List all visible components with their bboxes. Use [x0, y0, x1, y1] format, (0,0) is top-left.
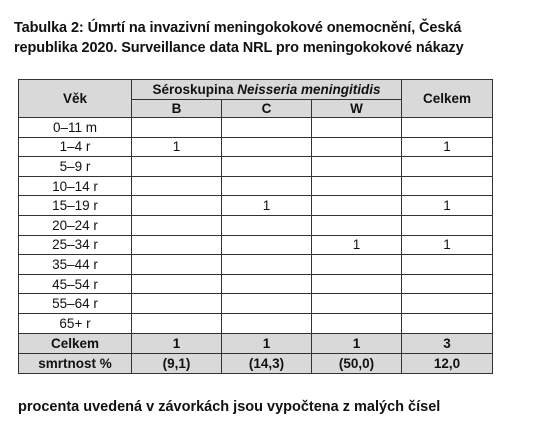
cell-b — [132, 294, 222, 314]
cell-b — [132, 235, 222, 255]
age-cell: 45–54 r — [19, 274, 132, 294]
header-row-1 — [19, 80, 493, 100]
age-cell: 35–44 r — [19, 255, 132, 275]
mortality-c: (14,3) — [222, 353, 312, 373]
cell-b — [132, 313, 222, 333]
cell-b — [132, 196, 222, 216]
table-body — [19, 118, 493, 334]
table-row — [19, 274, 493, 294]
table-row — [19, 294, 493, 314]
cell-c — [222, 137, 312, 157]
cell-b — [132, 255, 222, 275]
table-row — [19, 118, 493, 138]
totals-total: 3 — [402, 333, 493, 353]
totals-b: 1 — [132, 333, 222, 353]
cell-c — [222, 118, 312, 138]
footnote: procenta uvedená v závorkách jsou vypočtena z malých čísel — [18, 399, 441, 415]
cell-w — [312, 313, 402, 333]
mortality-table — [18, 79, 493, 374]
cell-w — [312, 294, 402, 314]
cell-w — [312, 215, 402, 235]
cell-b — [132, 157, 222, 177]
cell-w — [312, 176, 402, 196]
cell-w — [312, 118, 402, 138]
cell-b — [132, 274, 222, 294]
header-total: Celkem — [402, 80, 493, 118]
caption-line-1: Tabulka 2: Úmrtí na invazivní meningokokové onemocnění, Česká — [14, 20, 462, 36]
age-cell: 20–24 r — [19, 215, 132, 235]
cell-total — [402, 157, 493, 177]
cell-b — [132, 118, 222, 138]
cell-c: 1 — [222, 196, 312, 216]
mortality-row — [19, 353, 493, 373]
cell-total: 1 — [402, 235, 493, 255]
header-serogroup — [132, 80, 402, 100]
cell-w — [312, 157, 402, 177]
header-b: B — [132, 100, 222, 118]
header-c: C — [222, 100, 312, 118]
cell-c — [222, 255, 312, 275]
age-cell: 15–19 r — [19, 196, 132, 216]
totals-row — [19, 333, 493, 353]
cell-total: 1 — [402, 196, 493, 216]
totals-c: 1 — [222, 333, 312, 353]
cell-c — [222, 274, 312, 294]
cell-c — [222, 157, 312, 177]
cell-total — [402, 294, 493, 314]
mortality-total: 12,0 — [402, 353, 493, 373]
cell-w — [312, 255, 402, 275]
serogroup-species: Neisseria meningitidis — [237, 82, 381, 97]
cell-c — [222, 176, 312, 196]
table-row — [19, 157, 493, 177]
cell-total — [402, 255, 493, 275]
cell-c — [222, 313, 312, 333]
cell-total: 1 — [402, 137, 493, 157]
mortality-label: smrtnost % — [19, 353, 132, 373]
table-row — [19, 255, 493, 275]
cell-c — [222, 235, 312, 255]
cell-total — [402, 274, 493, 294]
table-caption — [14, 18, 534, 58]
cell-w — [312, 274, 402, 294]
cell-w — [312, 137, 402, 157]
cell-total — [402, 215, 493, 235]
cell-b — [132, 176, 222, 196]
mortality-w: (50,0) — [312, 353, 402, 373]
age-cell: 1–4 r — [19, 137, 132, 157]
age-cell: 10–14 r — [19, 176, 132, 196]
age-cell: 5–9 r — [19, 157, 132, 177]
table-row — [19, 137, 493, 157]
cell-w — [312, 196, 402, 216]
table-row — [19, 313, 493, 333]
cell-b — [132, 215, 222, 235]
cell-c — [222, 294, 312, 314]
cell-w: 1 — [312, 235, 402, 255]
table-row — [19, 196, 493, 216]
cell-b: 1 — [132, 137, 222, 157]
header-age: Věk — [19, 80, 132, 118]
cell-total — [402, 313, 493, 333]
age-cell: 25–34 r — [19, 235, 132, 255]
cell-total — [402, 118, 493, 138]
table-row — [19, 235, 493, 255]
age-cell: 65+ r — [19, 313, 132, 333]
table-row — [19, 215, 493, 235]
mortality-b: (9,1) — [132, 353, 222, 373]
serogroup-prefix: Séroskupina — [152, 82, 238, 97]
age-cell: 0–11 m — [19, 118, 132, 138]
table-row — [19, 176, 493, 196]
caption-line-2: republika 2020. Surveillance data NRL pro meningokokové nákazy — [14, 40, 464, 56]
totals-w: 1 — [312, 333, 402, 353]
totals-label: Celkem — [19, 333, 132, 353]
cell-c — [222, 215, 312, 235]
cell-total — [402, 176, 493, 196]
age-cell: 55–64 r — [19, 294, 132, 314]
header-w: W — [312, 100, 402, 118]
